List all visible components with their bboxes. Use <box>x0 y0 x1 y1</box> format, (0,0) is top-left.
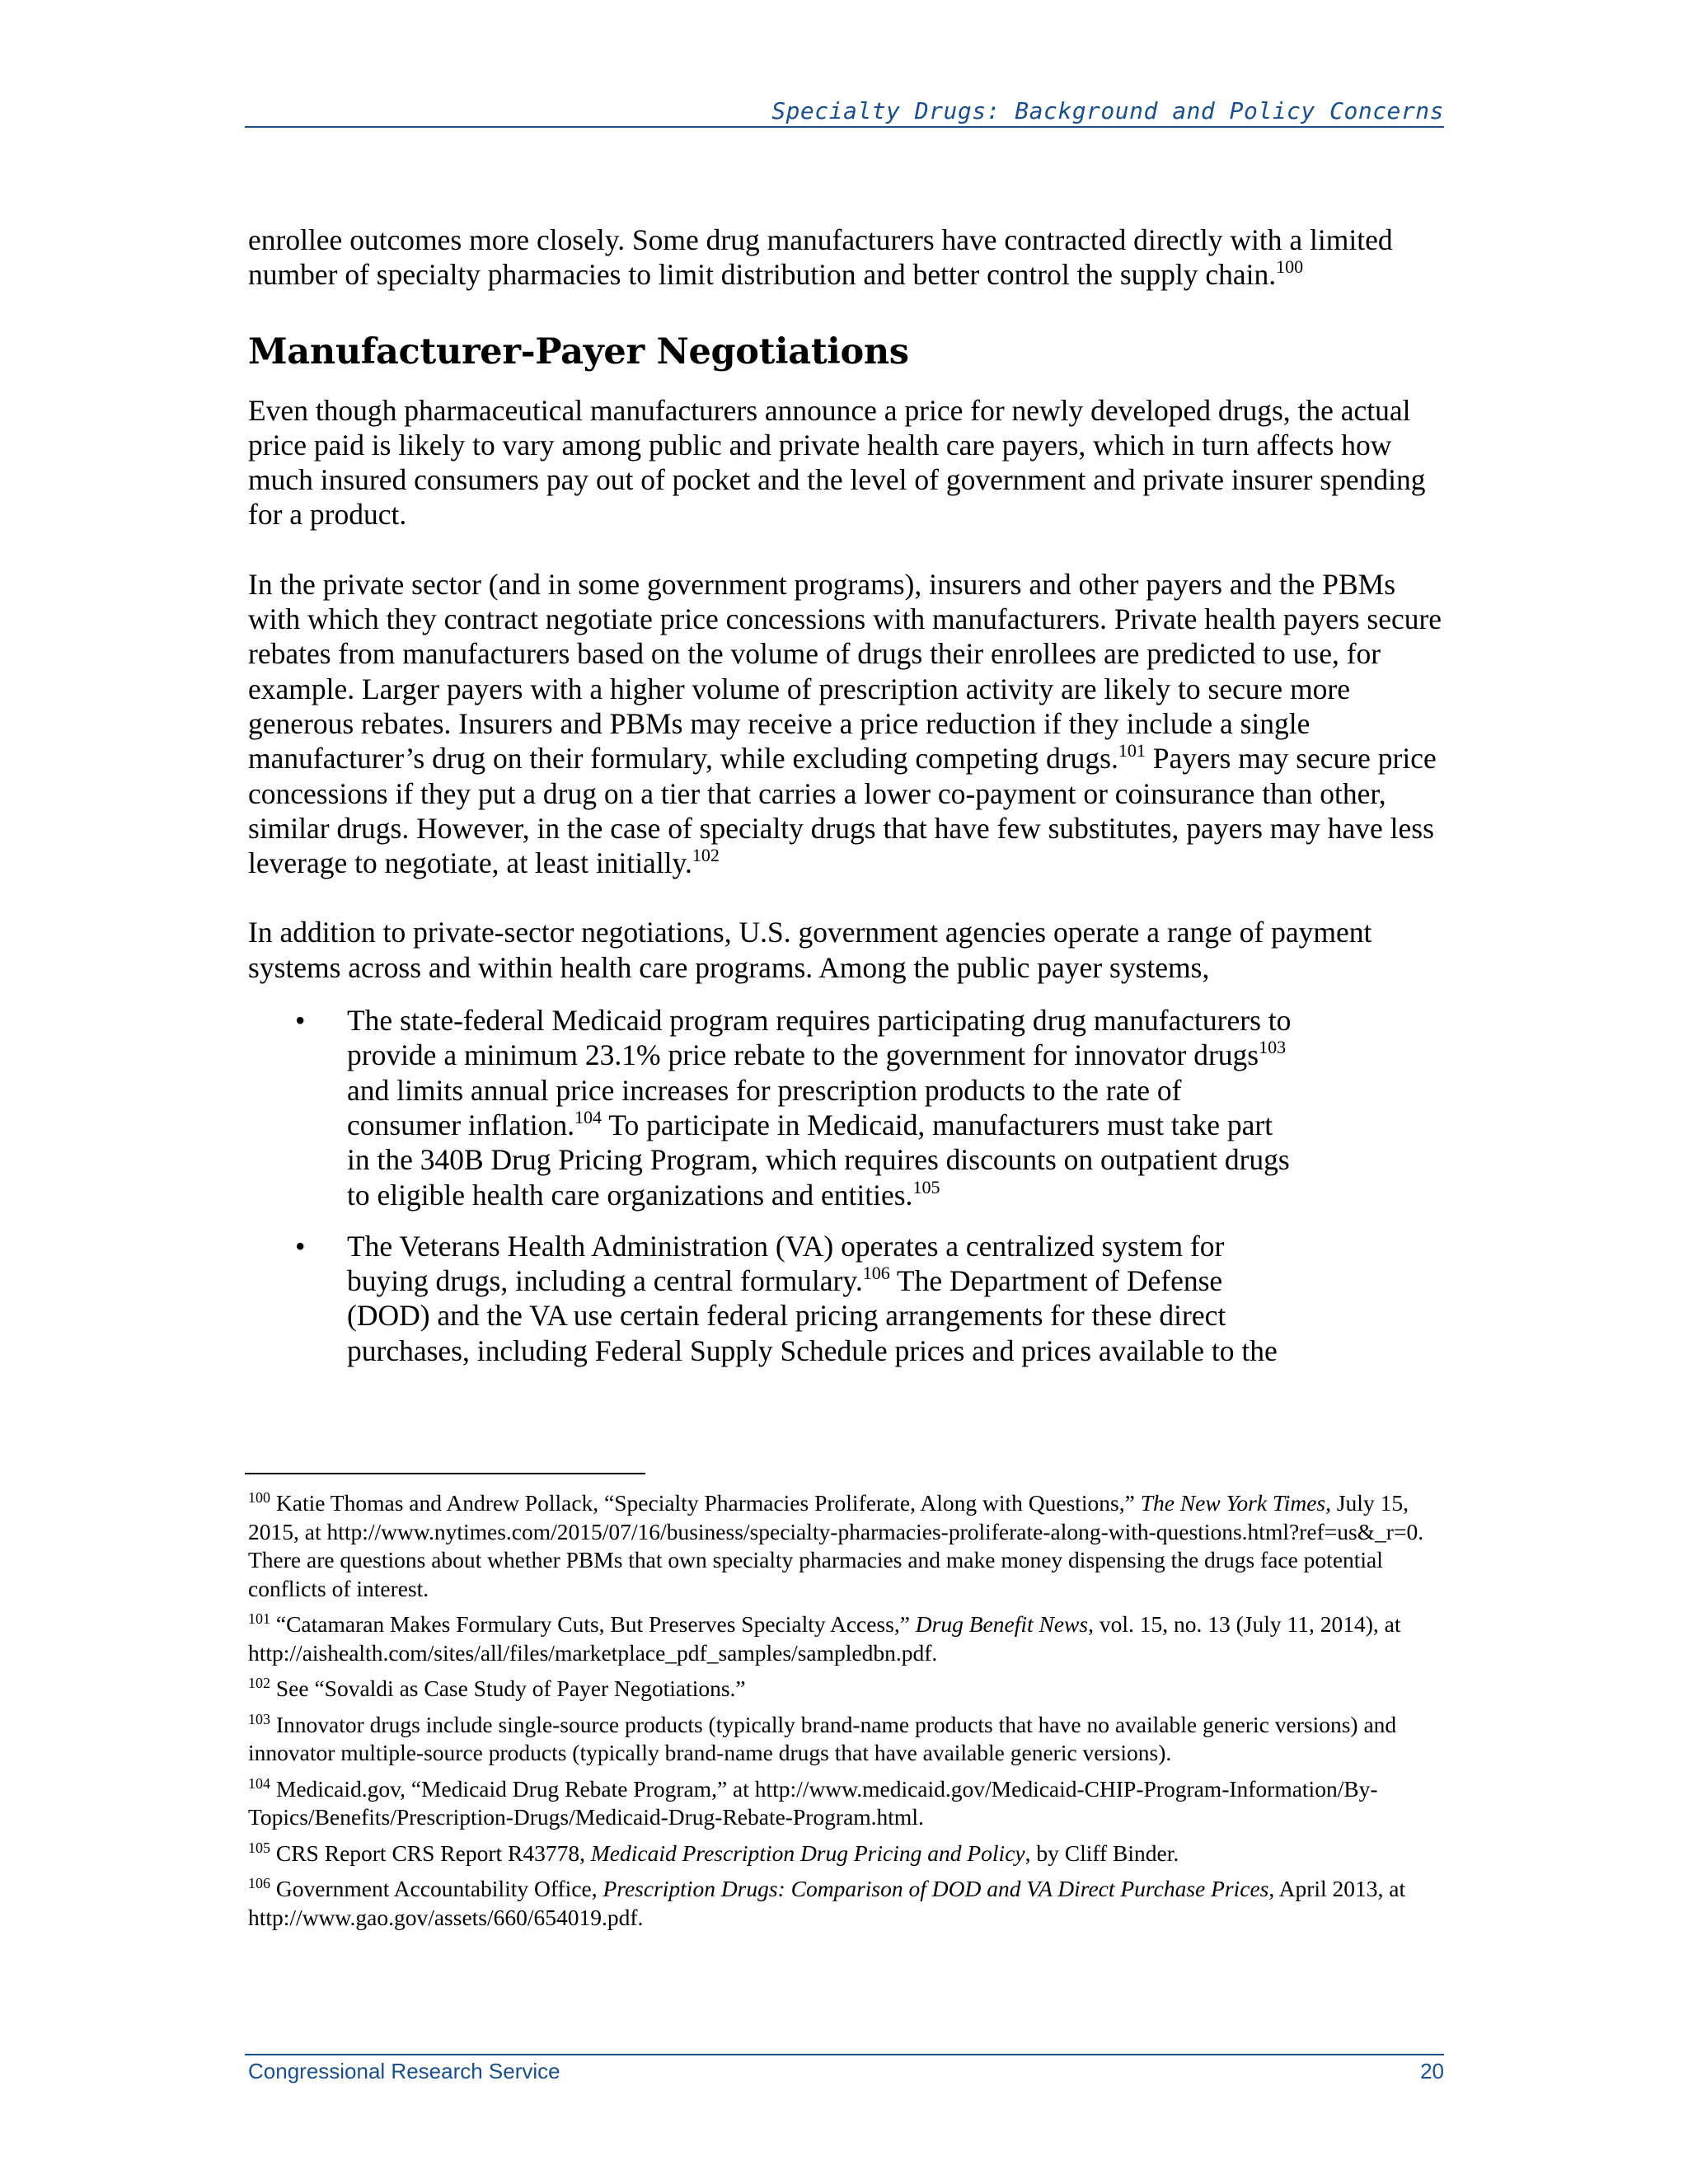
footnote-ref-105[interactable]: 105 <box>912 1176 940 1197</box>
footnote-ref-103[interactable]: 103 <box>1259 1037 1287 1058</box>
footnote-ref-104[interactable]: 104 <box>574 1106 603 1127</box>
footnote-ref-102[interactable]: 102 <box>692 845 720 866</box>
header-rule <box>245 126 1444 128</box>
footnote-104: $^{104}$ Medicaid.gov, “Medicaid Drug Rebate Program,” at http://www.medicaid.gov/Medicaid-CHIP-Program-Information/By-Topics/Benefits/Prescription-Drugs/Medicaid-Drug-Rebate-Program.html. <box>248 1774 1378 1830</box>
footnote-ref-100[interactable]: 100 <box>1276 256 1304 278</box>
bullet-icon: • <box>295 1004 306 1038</box>
paragraph-1: Even though pharmaceutical manufacturers announce a price for newly developed drugs, the actual price paid is likely to vary among public and private health care payers, which in turn affects how much insured consumers pay out of pocket and the level of government and private insurer spending for a product. <box>248 393 1426 532</box>
footnote-ref-101[interactable]: 101 <box>1118 740 1146 762</box>
payer-list <box>248 1003 1295 1368</box>
footnote-101: $^{101}$ “Catamaran Makes Formulary Cuts, But Preserves Specialty Access,” Drug Benefit News, vol. 15, no. 13 (July 11, 2014), at http://aishealth.com/sites/all/files/marketplace_pdf_samples/sampledbn.pdf. <box>248 1610 1401 1666</box>
list-item: • The Veterans Health Administration (VA) operates a centralized system for buying drugs, including a central formulary.$^{106}$ The Department of Defense (DOD) and the VA use certain federal pricing arrangements for these direct purchases, including Federal Supply Schedule prices and prices available to the <box>295 1229 1278 1367</box>
footer-rule <box>245 2054 1444 2055</box>
footnote-105: $^{105}$ CRS Report CRS Report R43778, Medicaid Prescription Drug Pricing and Policy, by Cliff Binder. <box>248 1839 1179 1866</box>
footnote-separator <box>245 1473 645 1474</box>
section-heading: Manufacturer-Payer Negotiations <box>248 330 909 373</box>
body-text <box>248 223 1447 1385</box>
footnote-106: $^{106}$ Government Accountability Office, Prescription Drugs: Comparison of DOD and VA Direct Purchase Prices, April 2013, at http://www.gao.gov/assets/660/654019.pdf. <box>248 1875 1406 1930</box>
bullet-icon: • <box>295 1229 306 1263</box>
paragraph-2: In the private sector (and in some government programs), insurers and other payers and the PBMs with which they contract negotiate price concessions with manufacturers. Private health payers secure rebates from manufacturers based on the volume of drugs their enrollees are predicted to use, for example. Larger payers with a higher volume of prescription activity are likely to secure more generous rebates. Insurers and PBMs may receive a price reduction if they include a single manufacturer’s drug on their formulary, while excluding competing drugs.$^{101}$ Payers may secure price concessions if they put a drug on a tier that carries a lower co-payment or coinsurance than other, similar drugs. However, in the case of specialty drugs that have few substitutes, payers may have less leverage to negotiate, at least initially.$^{102}$ <box>248 567 1442 880</box>
footnote-100: $^{100}$ Katie Thomas and Andrew Pollack, “Specialty Pharmacies Proliferate, Along with Questions,” The New York Times, July 15, 2015, at http://www.nytimes.com/2015/07/16/business/specialty-pharmacies-proliferate-along-with-questions.html?ref=us&_r=0. There are questions about whether PBMs that own specialty pharmacies and make money dispensing the drugs face potential conflicts of interest. <box>248 1489 1424 1601</box>
list-item: • The state-federal Medicaid program requires participating drug manufacturers to provide a minimum 23.1% price rebate to the government for innovator drugs$^{103}$ and limits annual price increases for prescription products to the rate of consumer inflation.$^{104}$ To participate in Medicaid, manufacturers must take part in the 340B Drug Pricing Program, which requires discounts on outpatient drugs to eligible health care organizations and entities.$^{105}$ <box>295 1004 1292 1212</box>
footnote-103: $^{103}$ Innovator drugs include single-source products (typically brand-name products that have no available generic versions) and innovator multiple-source products (typically brand-name drugs that have available generic versions). <box>248 1710 1397 1765</box>
running-header: Specialty Drugs: Background and Policy Concerns <box>771 97 1444 124</box>
paragraph-3: In addition to private-sector negotiations, U.S. government agencies operate a range of payment systems across and within health care programs. Among the public payer systems, <box>248 916 1372 984</box>
page-number: 20 <box>1420 2059 1444 2083</box>
footnote-ref-106[interactable]: 106 <box>862 1263 890 1284</box>
footnote-102: $^{102}$ See “Sovaldi as Case Study of Payer Negotiations.” <box>248 1675 746 1701</box>
footnotes <box>248 1489 1447 1939</box>
footer-organization: Congressional Research Service <box>248 2059 560 2083</box>
intro-paragraph: enrollee outcomes more closely. Some drug manufacturers have contracted directly with a limited number of specialty pharmacies to limit distribution and better control the supply chain.$^{100}$ <box>248 223 1393 292</box>
